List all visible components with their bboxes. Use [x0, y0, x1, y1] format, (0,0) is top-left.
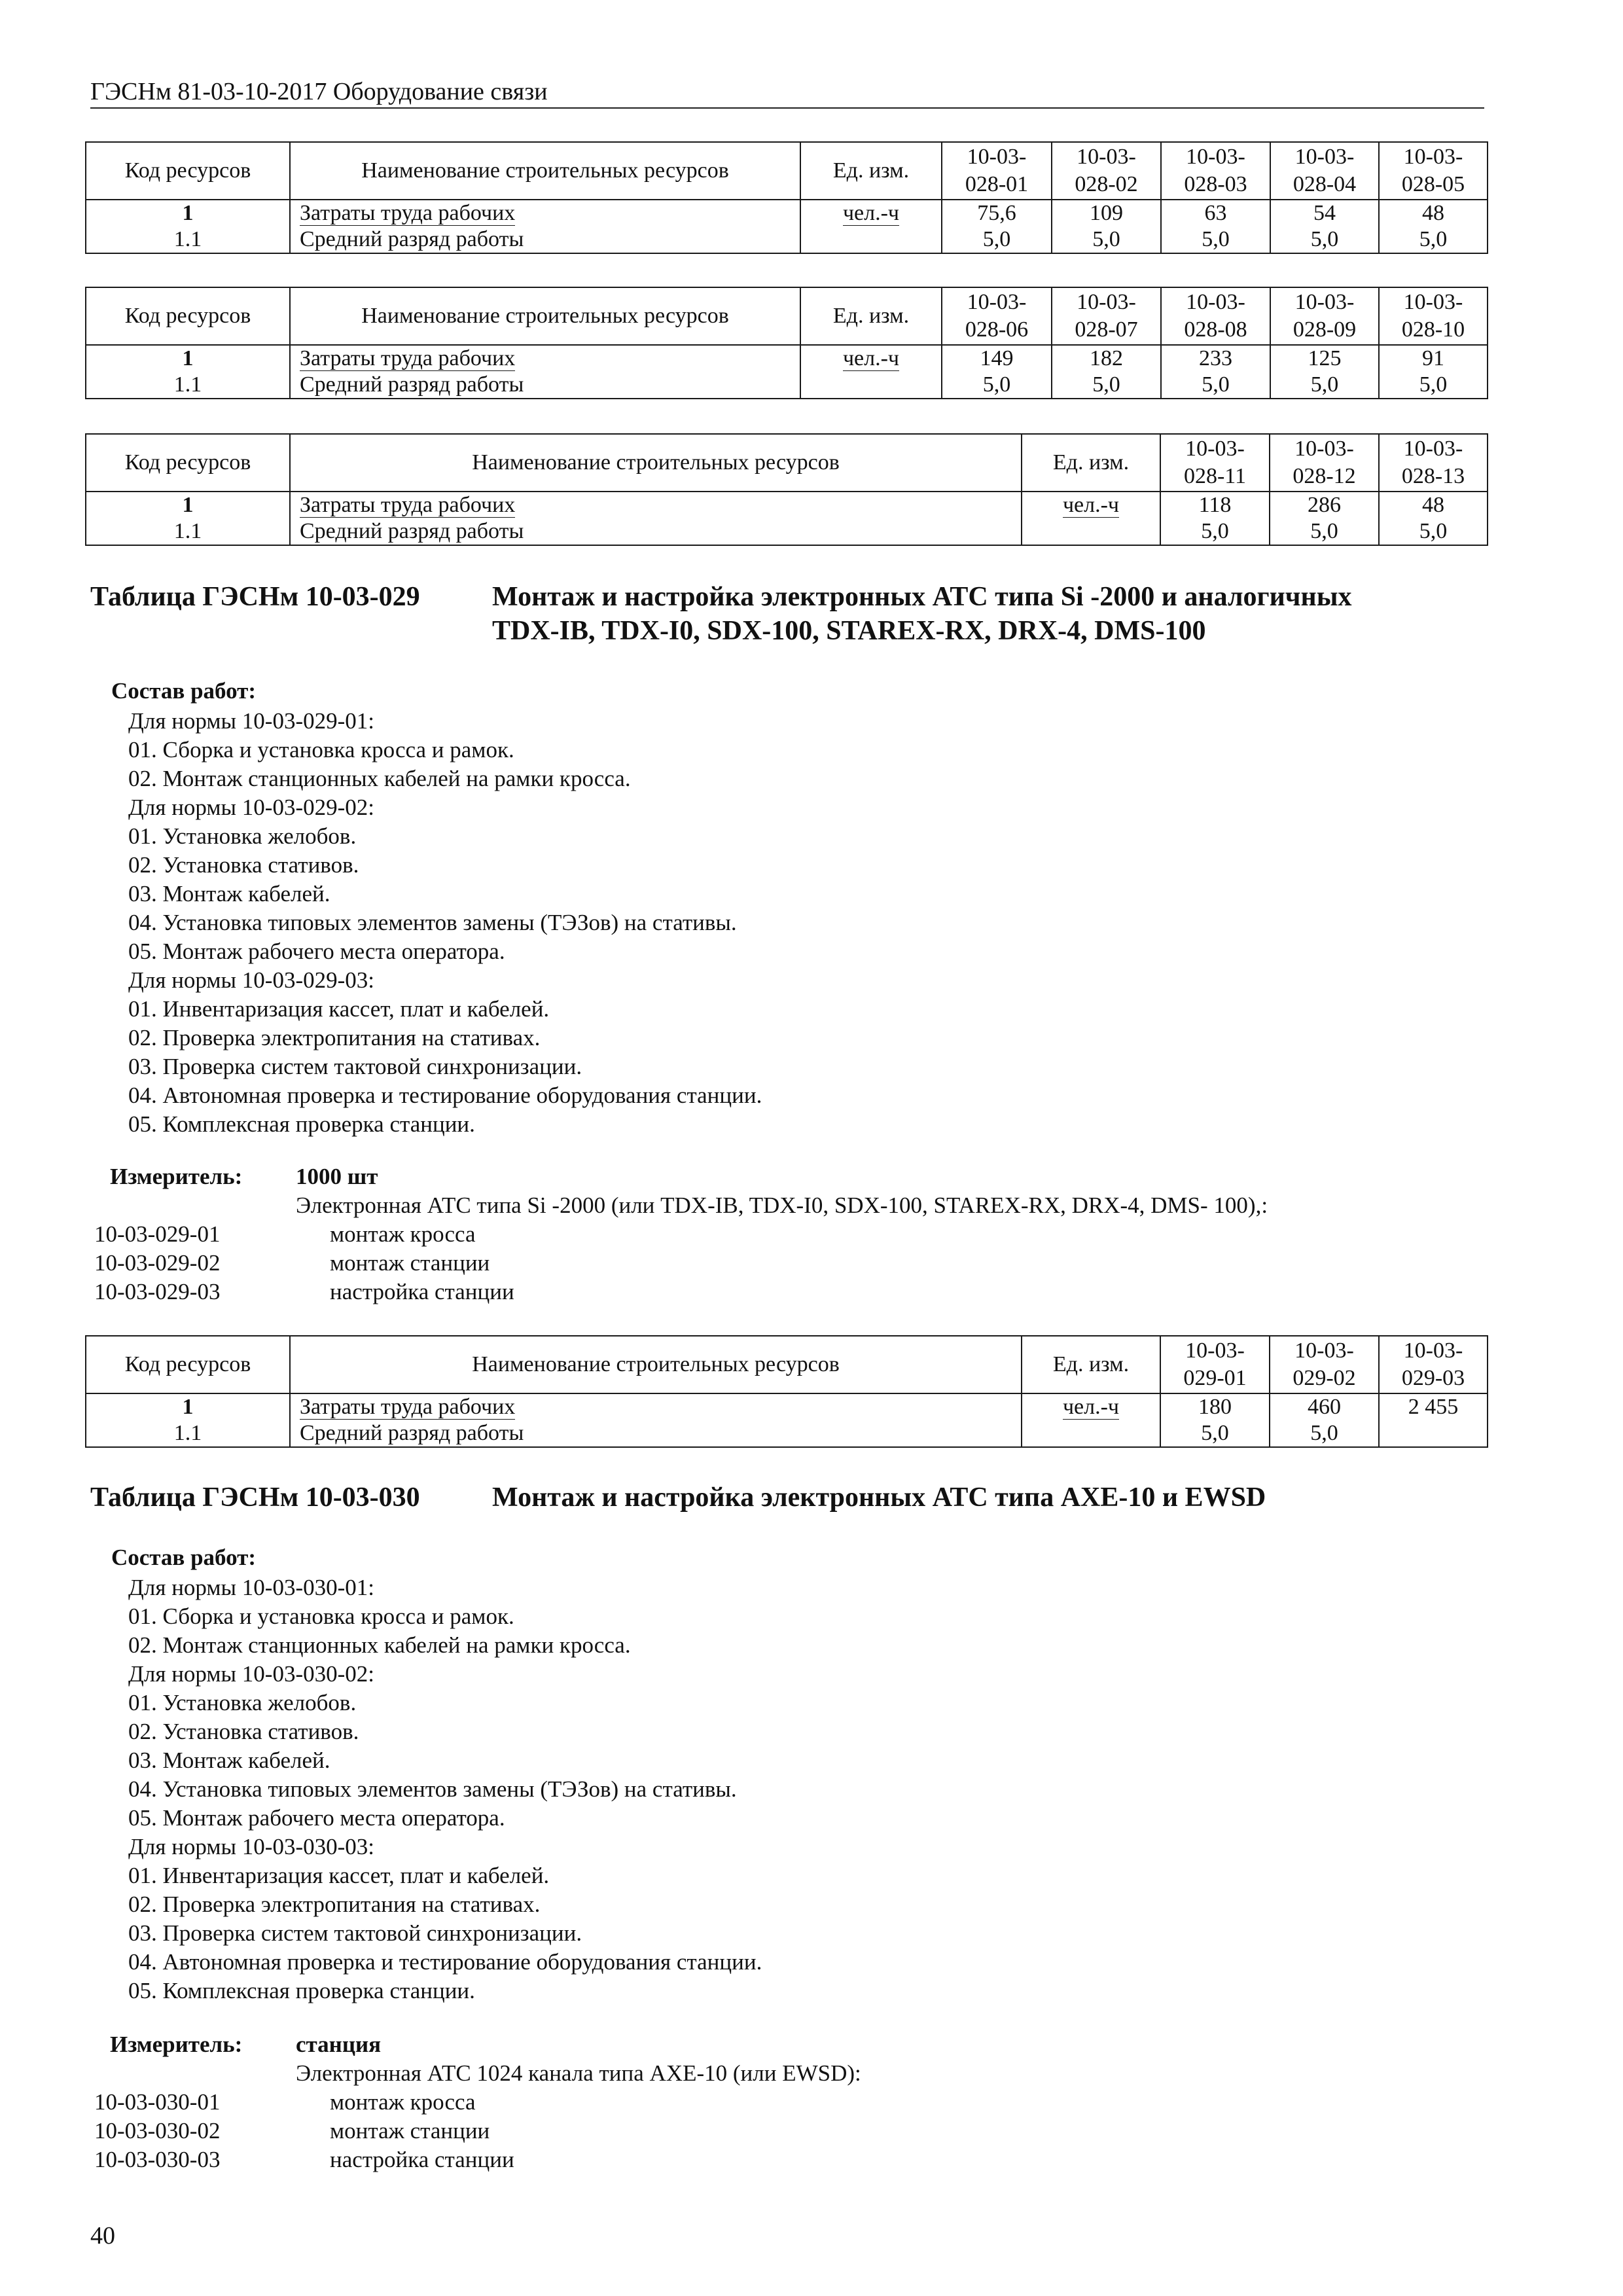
composition-line: 02. Проверка электропитания на стативах. [128, 1892, 541, 1917]
resource-value: 109 [1052, 200, 1161, 226]
table-title-line: Монтаж и настройка электронных АТС типа Si -2000 и аналогичных [492, 582, 1352, 612]
resource-value: 75,6 [942, 200, 1052, 226]
col-header-norm [1161, 287, 1270, 345]
resource-value: 5,0 [1161, 372, 1270, 399]
resource-unit-text: чел.-ч [1062, 1395, 1120, 1419]
composition-line: 04. Автономная проверка и тестирование оборудования станции. [128, 1949, 762, 1975]
resource-unit [800, 226, 942, 253]
resource-value [1379, 1420, 1488, 1447]
resource-name [290, 345, 800, 372]
norm-code: 10-03-029-01 [94, 1221, 221, 1247]
norm-name: монтаж кросса [330, 1221, 476, 1247]
norm-suffix: 028-02 [1075, 172, 1138, 196]
table-row [86, 226, 1488, 253]
norm-prefix: 10-03- [1185, 437, 1245, 461]
table-title-029 [492, 580, 1474, 648]
norm-prefix: 10-03- [1294, 437, 1354, 461]
norm-suffix: 028-05 [1401, 172, 1465, 196]
norm-prefix: 10-03- [1403, 1338, 1463, 1363]
resource-table-028-11-13 [85, 433, 1488, 546]
composition-line: 05. Монтаж рабочего места оператора. [128, 939, 505, 964]
resource-unit [1022, 1420, 1160, 1447]
norm-prefix: 10-03- [1077, 145, 1136, 169]
table-row [86, 1393, 1488, 1420]
resource-value: 5,0 [1161, 226, 1270, 253]
col-header-norm [1379, 1336, 1488, 1393]
resource-name [290, 1393, 1022, 1420]
resource-code: 1.1 [86, 226, 290, 253]
table-row [86, 492, 1488, 518]
norm-code: 10-03-030-03 [94, 2147, 221, 2172]
resource-value: 5,0 [1270, 226, 1379, 253]
norm-name: настройка станции [330, 1279, 514, 1304]
composition-line: 05. Монтаж рабочего места оператора. [128, 1805, 505, 1831]
resource-value: 5,0 [1270, 1420, 1379, 1447]
col-header-norm [1379, 142, 1488, 200]
resource-value: 125 [1270, 345, 1379, 372]
composition-label: Состав работ: [111, 1545, 256, 1570]
resource-value: 5,0 [1052, 226, 1161, 253]
composition-line: 04. Автономная проверка и тестирование оборудования станции. [128, 1083, 762, 1108]
composition-list [128, 707, 762, 1139]
norm-prefix: 10-03- [1186, 290, 1245, 314]
composition-line: 02. Установка стативов. [128, 852, 359, 878]
resource-name [290, 200, 800, 226]
norm-code: 10-03-029-03 [94, 1279, 221, 1304]
resource-name-text: Затраты труда рабочих [300, 346, 516, 370]
norm-name: монтаж кросса [330, 2089, 476, 2115]
composition-line: 02. Монтаж станционных кабелей на рамки кросса. [128, 1632, 631, 1658]
composition-line: Для нормы 10-03-029-02: [128, 795, 374, 820]
col-header-code: Код ресурсов [86, 142, 290, 200]
resource-code: 1 [86, 1393, 290, 1420]
composition-line: 03. Монтаж кабелей. [128, 881, 330, 906]
col-header-norm [1270, 142, 1379, 200]
resource-table-029 [85, 1335, 1488, 1448]
norm-prefix: 10-03- [967, 290, 1027, 314]
col-header-norm [1052, 142, 1161, 200]
resource-unit [1022, 518, 1160, 545]
resource-value: 5,0 [1052, 372, 1161, 399]
composition-line: 05. Комплексная проверка станции. [128, 1111, 475, 1137]
resource-name: Средний разряд работы [290, 1420, 1022, 1447]
composition-line: Для нормы 10-03-029-03: [128, 967, 374, 993]
col-header-norm [1160, 434, 1270, 492]
composition-line: 02. Монтаж станционных кабелей на рамки кросса. [128, 766, 631, 791]
resource-value: 5,0 [1160, 518, 1270, 545]
resource-value: 5,0 [1379, 518, 1488, 545]
col-header-name: Наименование строительных ресурсов [290, 434, 1022, 492]
col-header-code: Код ресурсов [86, 287, 290, 345]
table-row [86, 372, 1488, 399]
norm-code: 10-03-030-02 [94, 2118, 221, 2144]
resource-name-text: Затраты труда рабочих [300, 1395, 516, 1419]
resource-code: 1.1 [86, 518, 290, 545]
resource-unit [800, 372, 942, 399]
resource-name: Средний разряд работы [290, 226, 800, 253]
resource-unit [800, 345, 942, 372]
resource-value: 149 [942, 345, 1052, 372]
composition-line: Для нормы 10-03-029-01: [128, 708, 374, 734]
col-header-norm [1270, 287, 1379, 345]
col-header-unit: Ед. изм. [1022, 1336, 1160, 1393]
col-header-norm [1270, 434, 1379, 492]
resource-value: 48 [1379, 492, 1488, 518]
norm-suffix: 029-01 [1183, 1366, 1247, 1390]
composition-label: Состав работ: [111, 678, 256, 704]
composition-line: 04. Установка типовых элементов замены (ТЭЗов) на стативы. [128, 1776, 737, 1802]
composition-line: 01. Установка желобов. [128, 823, 357, 849]
norm-prefix: 10-03- [1077, 290, 1136, 314]
col-header-norm [942, 142, 1052, 200]
resource-value: 5,0 [1379, 372, 1488, 399]
table-title-line: TDX-IB, TDX-I0, SDX-100, STAREX-RX, DRX-4, DMS-100 [492, 616, 1206, 646]
resource-value: 5,0 [942, 372, 1052, 399]
resource-code: 1 [86, 345, 290, 372]
composition-line: 01. Установка желобов. [128, 1690, 357, 1715]
norm-suffix: 028-10 [1401, 317, 1465, 342]
norm-code: 10-03-030-01 [94, 2089, 221, 2115]
measurer-description: Электронная АТС типа Si -2000 (или TDX-IB, TDX-I0, SDX-100, STAREX-RX, DRX-4, DMS- 100),: [296, 1193, 1268, 1218]
col-header-unit: Ед. изм. [800, 142, 942, 200]
resource-unit-text: чел.-ч [1062, 493, 1120, 517]
norm-suffix: 028-09 [1293, 317, 1357, 342]
resource-value: 182 [1052, 345, 1161, 372]
composition-list [128, 1573, 762, 2005]
measurer-unit: станция [296, 2032, 382, 2057]
norm-prefix: 10-03- [1403, 437, 1463, 461]
table-row [86, 1420, 1488, 1447]
composition-line: Для нормы 10-03-030-02: [128, 1661, 374, 1687]
resource-value: 48 [1379, 200, 1488, 226]
composition-line: 01. Инвентаризация кассет, плат и кабелей. [128, 996, 550, 1022]
norm-name: монтаж станции [330, 1250, 490, 1276]
col-header-norm [1379, 287, 1488, 345]
resource-value: 5,0 [1270, 518, 1379, 545]
composition-line: 01. Сборка и установка кросса и рамок. [128, 1604, 514, 1629]
col-header-code: Код ресурсов [86, 1336, 290, 1393]
resource-value: 460 [1270, 1393, 1379, 1420]
composition-line: 03. Монтаж кабелей. [128, 1748, 330, 1773]
composition-line: 02. Проверка электропитания на стативах. [128, 1025, 541, 1050]
norm-prefix: 10-03- [1403, 145, 1463, 169]
norm-suffix: 028-11 [1183, 464, 1247, 488]
resource-value: 63 [1161, 200, 1270, 226]
col-header-norm [1379, 434, 1488, 492]
measurer-description: Электронная АТС 1024 канала типа AXE-10 (или EWSD): [296, 2060, 861, 2086]
col-header-name: Наименование строительных ресурсов [290, 287, 800, 345]
composition-line: 03. Проверка систем тактовой синхронизации. [128, 1920, 582, 1946]
col-header-norm [1160, 1336, 1270, 1393]
norm-suffix: 029-02 [1293, 1366, 1356, 1390]
table-caption-030: Таблица ГЭСНм 10-03-030 [90, 1482, 420, 1513]
resource-code: 1.1 [86, 1420, 290, 1447]
page-number: 40 [90, 2222, 115, 2250]
norm-suffix: 028-12 [1293, 464, 1356, 488]
norm-suffix: 028-04 [1293, 172, 1357, 196]
col-header-norm [1161, 142, 1270, 200]
resource-table-028-01-05 [85, 141, 1488, 254]
resource-value: 2 455 [1379, 1393, 1488, 1420]
norm-suffix: 028-13 [1401, 464, 1465, 488]
measurer-label: Измеритель: [110, 2032, 243, 2057]
resource-value: 91 [1379, 345, 1488, 372]
resource-value: 5,0 [1270, 372, 1379, 399]
table-caption-029: Таблица ГЭСНм 10-03-029 [90, 582, 420, 612]
composition-line: 01. Инвентаризация кассет, плат и кабелей. [128, 1863, 550, 1888]
resource-name-text: Затраты труда рабочих [300, 201, 516, 225]
resource-code: 1.1 [86, 372, 290, 399]
composition-line: Для нормы 10-03-030-01: [128, 1575, 374, 1600]
resource-name [290, 492, 1022, 518]
norm-suffix: 028-03 [1184, 172, 1247, 196]
resource-unit [1022, 1393, 1160, 1420]
col-header-norm [1052, 287, 1161, 345]
composition-line: 03. Проверка систем тактовой синхронизации. [128, 1054, 582, 1079]
col-header-name: Наименование строительных ресурсов [290, 1336, 1022, 1393]
measurer-label: Измеритель: [110, 1164, 243, 1189]
norm-prefix: 10-03- [1185, 1338, 1245, 1363]
norm-name: монтаж станции [330, 2118, 490, 2144]
table-row [86, 200, 1488, 226]
norm-prefix: 10-03- [1294, 145, 1355, 169]
norm-suffix: 028-01 [965, 172, 1029, 196]
resource-code: 1 [86, 200, 290, 226]
composition-line: 04. Установка типовых элементов замены (ТЭЗов) на стативы. [128, 910, 737, 935]
resource-value: 54 [1270, 200, 1379, 226]
resource-value: 5,0 [1160, 1420, 1270, 1447]
norm-prefix: 10-03- [1294, 1338, 1354, 1363]
resource-code: 1 [86, 492, 290, 518]
resource-unit [800, 200, 942, 226]
norm-name: настройка станции [330, 2147, 514, 2172]
resource-unit [1022, 492, 1160, 518]
composition-line: Для нормы 10-03-030-03: [128, 1834, 374, 1859]
composition-line: 01. Сборка и установка кросса и рамок. [128, 737, 514, 762]
resource-name-text: Затраты труда рабочих [300, 493, 516, 517]
norm-prefix: 10-03- [1403, 290, 1463, 314]
col-header-norm [942, 287, 1052, 345]
norm-suffix: 028-06 [965, 317, 1029, 342]
resource-unit-text: чел.-ч [842, 201, 900, 225]
running-header: ГЭСНм 81-03-10-2017 Оборудование связи [90, 78, 548, 105]
table-row [86, 345, 1488, 372]
col-header-name: Наименование строительных ресурсов [290, 142, 800, 200]
col-header-norm [1270, 1336, 1379, 1393]
norm-suffix: 029-03 [1401, 1366, 1465, 1390]
norm-prefix: 10-03- [967, 145, 1027, 169]
table-title-030: Монтаж и настройка электронных АТС типа AXE-10 и EWSD [492, 1482, 1266, 1513]
resource-value: 5,0 [942, 226, 1052, 253]
resource-unit-text: чел.-ч [842, 346, 900, 370]
col-header-unit: Ед. изм. [800, 287, 942, 345]
header-rule [90, 107, 1484, 109]
composition-line: 02. Установка стативов. [128, 1719, 359, 1744]
table-row [86, 518, 1488, 545]
col-header-unit: Ед. изм. [1022, 434, 1160, 492]
resource-value: 180 [1160, 1393, 1270, 1420]
norm-suffix: 028-07 [1075, 317, 1138, 342]
resource-value: 233 [1161, 345, 1270, 372]
norm-prefix: 10-03- [1186, 145, 1245, 169]
measurer-unit: 1000 шт [296, 1164, 378, 1189]
col-header-code: Код ресурсов [86, 434, 290, 492]
resource-value: 118 [1160, 492, 1270, 518]
norm-suffix: 028-08 [1184, 317, 1247, 342]
resource-value: 5,0 [1379, 226, 1488, 253]
resource-table-028-06-10 [85, 287, 1488, 399]
resource-name: Средний разряд работы [290, 372, 800, 399]
resource-name: Средний разряд работы [290, 518, 1022, 545]
resource-value: 286 [1270, 492, 1379, 518]
norm-code: 10-03-029-02 [94, 1250, 221, 1276]
norm-prefix: 10-03- [1294, 290, 1355, 314]
composition-line: 05. Комплексная проверка станции. [128, 1978, 475, 2003]
